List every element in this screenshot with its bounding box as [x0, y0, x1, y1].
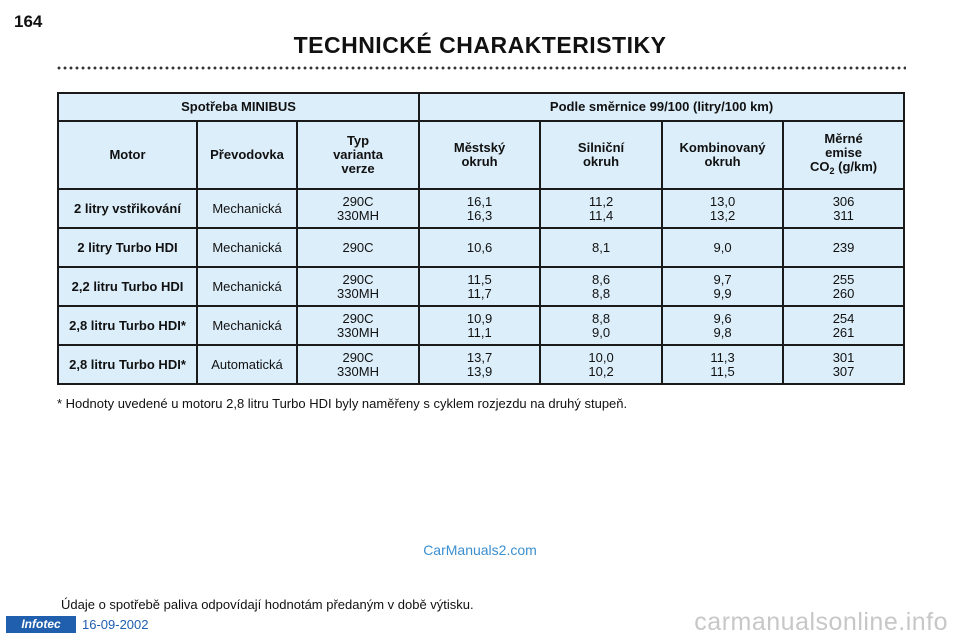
header-consumption: Spotřeba MINIBUS	[58, 93, 419, 121]
header-city: Městský okruh	[419, 121, 540, 189]
type-cell: 290C	[297, 228, 419, 267]
city-cell: 10,9 11,1	[419, 306, 540, 345]
consumption-table	[57, 92, 905, 385]
co2-cell: 306 311	[783, 189, 904, 228]
gearbox-cell: Mechanická	[197, 228, 297, 267]
highway-cell: 11,2 11,4	[540, 189, 662, 228]
table-row	[58, 267, 904, 306]
city-cell: 11,5 11,7	[419, 267, 540, 306]
page-title: TECHNICKÉ CHARAKTERISTIKY	[293, 32, 667, 58]
highway-cell: 10,0 10,2	[540, 345, 662, 384]
co2-cell: 239	[783, 228, 904, 267]
type-cell: 290C 330MH	[297, 306, 419, 345]
combined-cell: 9,7 9,9	[662, 267, 783, 306]
motor-cell: 2,8 litru Turbo HDI*	[58, 345, 197, 384]
motor-cell: 2,2 litru Turbo HDI	[58, 267, 197, 306]
city-cell: 10,6	[419, 228, 540, 267]
gearbox-cell: Automatická	[197, 345, 297, 384]
dotted-divider	[56, 66, 906, 70]
motor-cell: 2,8 litru Turbo HDI*	[58, 306, 197, 345]
co2-cell: 255 260	[783, 267, 904, 306]
header-directive: Podle směrnice 99/100 (litry/100 km)	[419, 93, 904, 121]
header-highway: Silniční okruh	[540, 121, 662, 189]
header-combined: Kombinovaný okruh	[662, 121, 783, 189]
type-cell: 290C 330MH	[297, 345, 419, 384]
gearbox-cell: Mechanická	[197, 189, 297, 228]
table-row	[58, 189, 904, 228]
combined-cell: 11,3 11,5	[662, 345, 783, 384]
footnote: * Hodnoty uvedené u motoru 2,8 litru Turbo HDI byly naměřeny s cyklem rozjezdu na druhý stupeň.	[57, 396, 628, 411]
combined-cell: 9,6 9,8	[662, 306, 783, 345]
page-number: 164	[14, 12, 43, 31]
header-motor: Motor	[58, 121, 197, 189]
type-cell: 290C 330MH	[297, 267, 419, 306]
city-cell: 13,7 13,9	[419, 345, 540, 384]
highway-cell: 8,8 9,0	[540, 306, 662, 345]
highway-cell: 8,1	[540, 228, 662, 267]
print-date: 16-09-2002	[82, 617, 149, 632]
gearbox-cell: Mechanická	[197, 306, 297, 345]
footer-watermark: carmanualsonline.info	[694, 608, 948, 636]
type-cell: 290C 330MH	[297, 189, 419, 228]
combined-cell: 13,0 13,2	[662, 189, 783, 228]
bottom-note: Údaje o spotřebě paliva odpovídají hodnotám předaným v době výtisku.	[61, 597, 474, 612]
table-row	[58, 306, 904, 345]
gearbox-cell: Mechanická	[197, 267, 297, 306]
header-type: Typ varianta verze	[297, 121, 419, 189]
table-row	[58, 228, 904, 267]
header-gearbox: Převodovka	[197, 121, 297, 189]
motor-cell: 2 litry vstřikování	[58, 189, 197, 228]
site-watermark: CarManuals2.com	[423, 542, 537, 558]
table-row	[58, 345, 904, 384]
co2-cell: 254 261	[783, 306, 904, 345]
co2-cell: 301 307	[783, 345, 904, 384]
header-co2: Měrné emise $CO_2$ (g/km)	[783, 121, 904, 189]
motor-cell: 2 litry Turbo HDI	[58, 228, 197, 267]
combined-cell: 9,0	[662, 228, 783, 267]
city-cell: 16,1 16,3	[419, 189, 540, 228]
brand-logo: Infotec	[6, 616, 76, 633]
highway-cell: 8,6 8,8	[540, 267, 662, 306]
